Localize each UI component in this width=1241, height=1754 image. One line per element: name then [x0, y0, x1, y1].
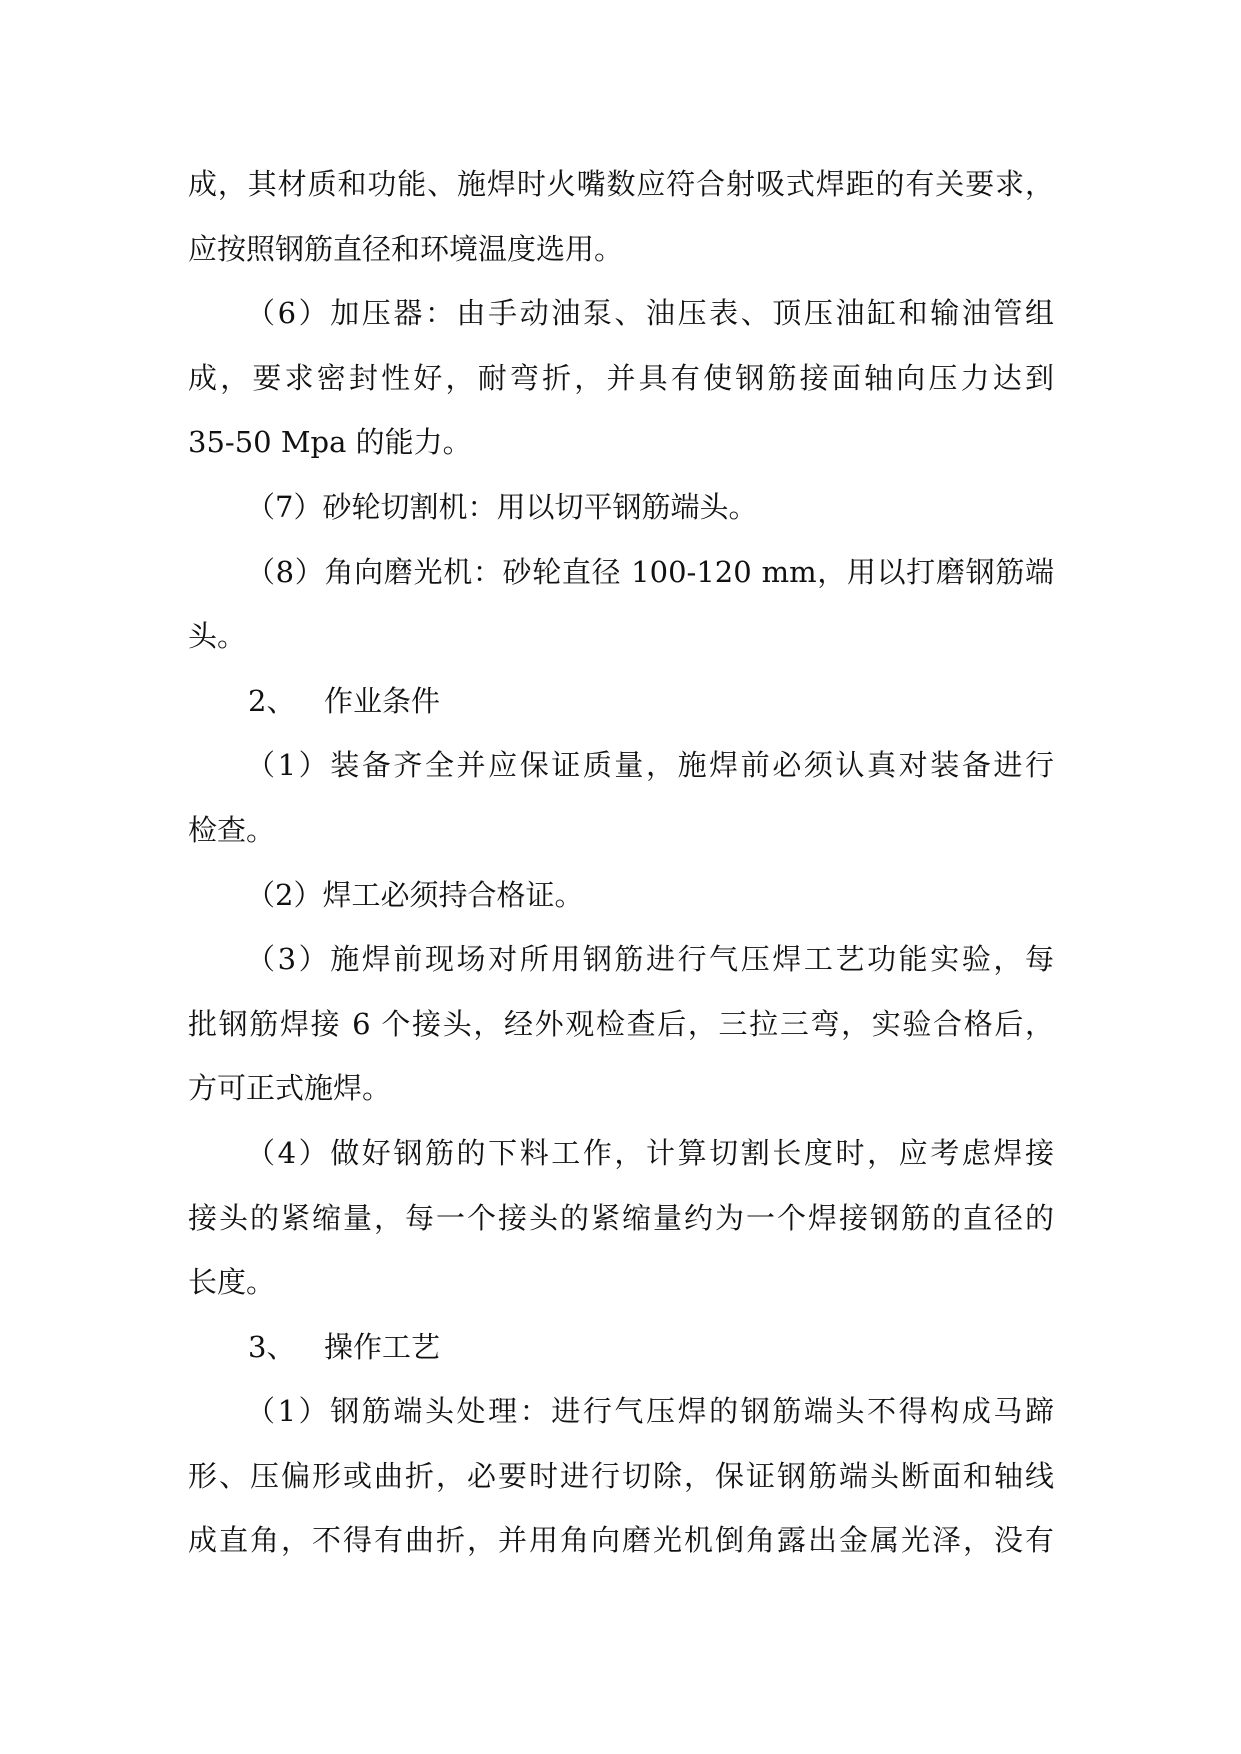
paragraph-line: （7）砂轮切割机：用以切平钢筋端头。: [246, 489, 758, 524]
section-title: 作业条件: [324, 683, 441, 718]
paragraph-line: （4）做好钢筋的下料工作，计算切割长度时，应考虑焊接: [246, 1135, 1054, 1170]
paragraph-line: （2）焊工必须持合格证。: [246, 877, 584, 912]
paragraph-line: 成，要求密封性好，耐弯折，并具有使钢筋接面轴向压力达到: [188, 360, 1054, 395]
paragraph-line: （1）钢筋端头处理：进行气压焊的钢筋端头不得构成马蹄: [246, 1394, 1054, 1429]
paragraph-line: 检查。: [188, 812, 276, 847]
paragraph-line: （8）角向磨光机：砂轮直径 100-120 mm，用以打磨钢筋端: [246, 554, 1054, 589]
paragraph-line: （6）加压器：由手动油泵、油压表、顶压油缸和输油管组: [246, 296, 1054, 331]
paragraph-line: 长度。: [188, 1265, 276, 1300]
paragraph-line: 成直角，不得有曲折，并用角向磨光机倒角露出金属光泽，没有: [188, 1523, 1054, 1558]
document-body: [188, 152, 1054, 1573]
paragraph-line: 方可正式施焊。: [188, 1071, 392, 1106]
section-number: 2、: [248, 683, 296, 718]
paragraph-line: 形、压偏形或曲折，必要时进行切除，保证钢筋端头断面和轴线: [188, 1458, 1054, 1493]
section-heading: [188, 669, 1054, 734]
section-number: 3、: [248, 1329, 296, 1364]
paragraph-line: （3）施焊前现场对所用钢筋进行气压焊工艺功能实验，每: [246, 942, 1054, 977]
paragraph-line: （1）装备齐全并应保证质量，施焊前必须认真对装备进行: [246, 748, 1054, 783]
paragraph-line: 成，其材质和功能、施焊时火嘴数应符合射吸式焊距的有关要求，: [188, 167, 1054, 201]
paragraph-line: 头。: [188, 619, 247, 654]
paragraph-line: 接头的紧缩量，每一个接头的紧缩量约为一个焊接钢筋的直径的: [188, 1200, 1054, 1235]
paragraph-line: 35-50 Mpa 的能力。: [188, 425, 472, 460]
paragraph-line: 批钢筋焊接 6 个接头，经外观检查后，三拉三弯，实验合格后，: [188, 1006, 1054, 1041]
section-title: 操作工艺: [324, 1329, 441, 1364]
section-heading: [188, 1315, 1054, 1380]
paragraph-line: 应按照钢筋直径和环境温度选用。: [188, 231, 624, 266]
